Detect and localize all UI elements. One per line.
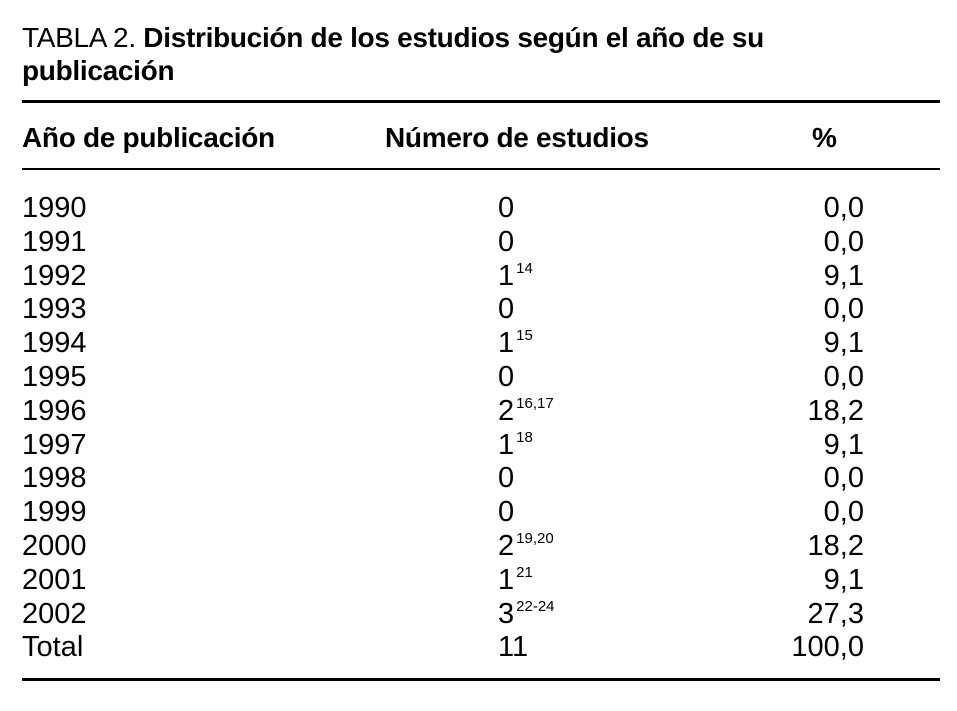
cell-percent: 27,3	[807, 597, 864, 630]
table-row	[22, 361, 940, 395]
cell-count-references: 15	[516, 327, 533, 345]
table-row	[22, 327, 940, 361]
table-row	[22, 260, 940, 294]
cell-count-value: 0	[498, 360, 515, 393]
cell-count-references: 19,20	[516, 529, 554, 547]
cell-count-references: 18	[516, 428, 533, 446]
cell-year: 1993	[22, 293, 87, 326]
cell-count-value: 1	[498, 563, 515, 596]
cell-year: 1991	[22, 225, 87, 258]
table-body	[22, 192, 940, 665]
cell-count-value: 1	[498, 327, 515, 360]
cell-count	[498, 564, 533, 602]
cell-count-references: 14	[516, 259, 533, 277]
cell-percent: 0,0	[823, 192, 864, 224]
cell-percent: 18,2	[807, 529, 864, 562]
cell-count	[498, 293, 514, 327]
cell-count-value: 0	[498, 192, 515, 224]
cell-year: 1994	[22, 327, 87, 360]
cell-year: Total	[22, 631, 84, 664]
cell-percent: 9,1	[823, 428, 864, 461]
bottom-rule	[22, 678, 940, 681]
cell-year: 1999	[22, 496, 87, 529]
cell-count-value: 1	[498, 428, 515, 461]
cell-percent: 100,0	[791, 631, 864, 664]
table-row	[22, 226, 940, 260]
table-row	[22, 462, 940, 496]
cell-count-references: 16,17	[516, 394, 554, 412]
cell-year: 1998	[22, 462, 87, 495]
table-row	[22, 293, 940, 327]
cell-year: 1997	[22, 428, 87, 461]
cell-year: 1992	[22, 259, 87, 292]
cell-count-value: 0	[498, 496, 515, 529]
column-header-percent: %	[812, 122, 837, 153]
cell-percent: 0,0	[823, 225, 864, 258]
table-title-prefix: TABLA 2.	[22, 22, 136, 53]
cell-year: 1995	[22, 360, 87, 393]
cell-count-value: 2	[498, 394, 515, 427]
cell-count	[498, 361, 514, 395]
cell-percent: 0,0	[823, 496, 864, 529]
cell-count	[498, 429, 533, 467]
cell-count	[498, 395, 554, 433]
table-title-text: Distribución de los estudios según el año de su publicación	[22, 22, 764, 86]
cell-year: 2001	[22, 563, 87, 596]
cell-count	[498, 192, 514, 226]
cell-count	[498, 327, 533, 365]
table-row	[22, 564, 940, 598]
cell-count-value: 1	[498, 259, 515, 292]
cell-percent: 9,1	[823, 327, 864, 360]
cell-count-value: 11	[498, 631, 529, 664]
table-row	[22, 395, 940, 429]
cell-count-references: 21	[516, 563, 533, 581]
table-title	[22, 21, 922, 87]
cell-count	[498, 598, 555, 636]
cell-count	[498, 226, 514, 260]
cell-percent: 9,1	[823, 563, 864, 596]
table-row	[22, 530, 940, 564]
cell-percent: 0,0	[823, 462, 864, 495]
cell-year: 2002	[22, 597, 87, 630]
column-header-count: Número de estudios	[385, 122, 649, 153]
cell-count-value: 0	[498, 225, 515, 258]
cell-percent: 9,1	[823, 259, 864, 292]
cell-percent: 0,0	[823, 360, 864, 393]
top-rule	[22, 100, 940, 103]
table-row	[22, 496, 940, 530]
cell-count	[498, 496, 514, 530]
cell-percent: 0,0	[823, 293, 864, 326]
cell-year: 1996	[22, 394, 87, 427]
table-row	[22, 598, 940, 632]
cell-year: 2000	[22, 529, 87, 562]
cell-count-value: 2	[498, 529, 515, 562]
header-rule	[22, 168, 940, 170]
table-total-row	[22, 631, 940, 665]
cell-count-value: 0	[498, 293, 515, 326]
table-row	[22, 192, 940, 226]
cell-percent: 18,2	[807, 394, 864, 427]
table-row	[22, 429, 940, 463]
cell-count	[498, 462, 514, 496]
column-header-year: Año de publicación	[22, 122, 275, 153]
cell-count	[498, 530, 554, 568]
cell-year: 1990	[22, 192, 87, 224]
cell-count-references: 22-24	[516, 597, 555, 615]
cell-count	[498, 631, 528, 665]
cell-count-value: 3	[498, 597, 515, 630]
cell-count-value: 0	[498, 462, 515, 495]
cell-count	[498, 260, 533, 298]
